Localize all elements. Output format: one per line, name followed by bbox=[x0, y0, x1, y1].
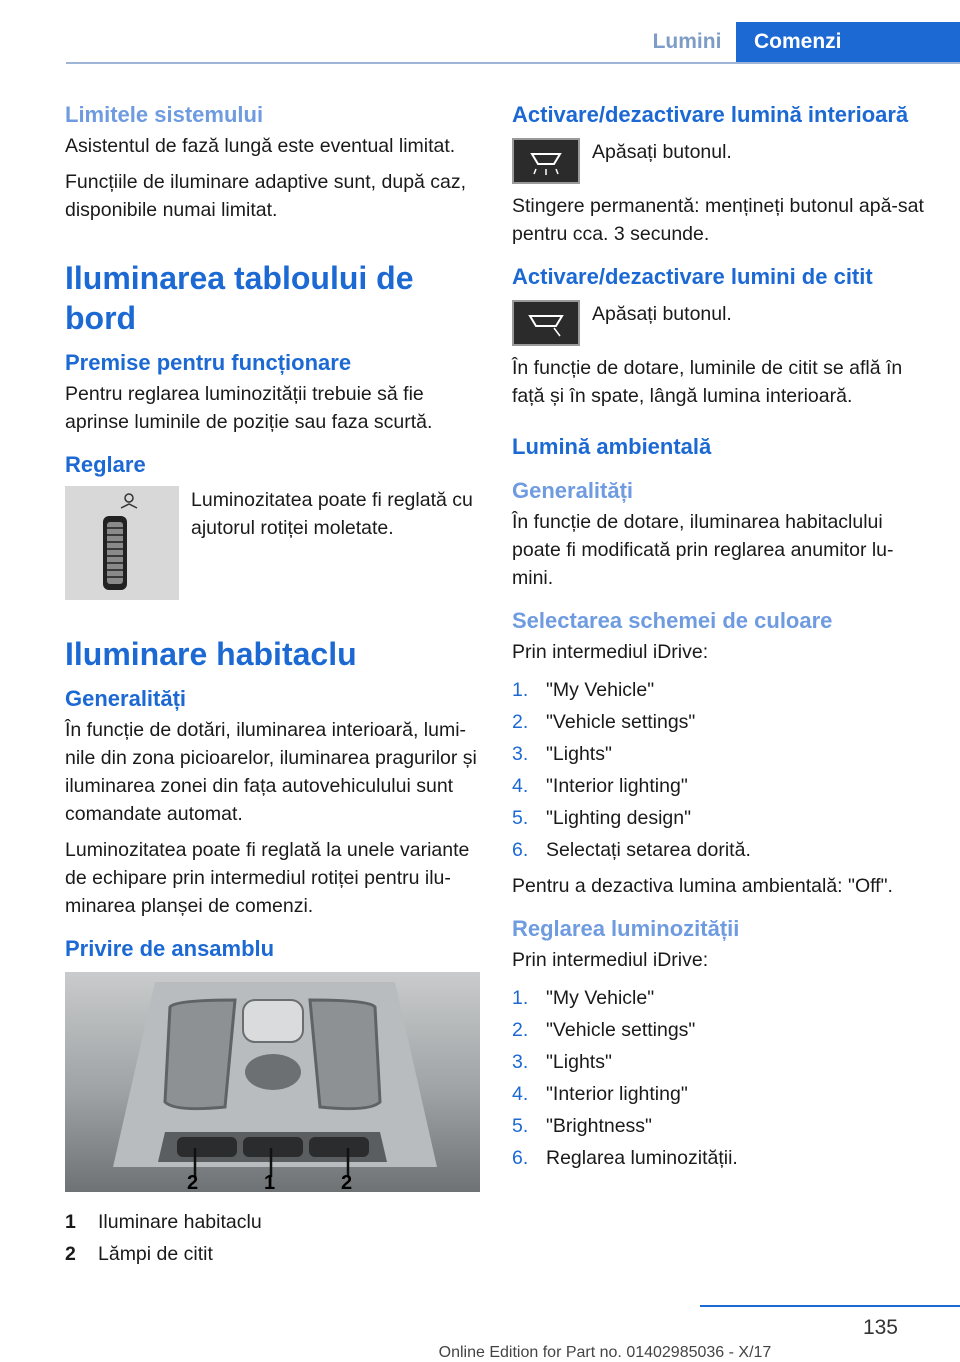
step-text: "Lights" bbox=[546, 1051, 612, 1073]
legend-text: Iluminare habitaclu bbox=[98, 1211, 262, 1233]
thumbwheel-image bbox=[65, 486, 179, 600]
step-text: "Interior lighting" bbox=[546, 775, 688, 797]
step-number: 6. bbox=[512, 1147, 529, 1169]
interior-light-button-icon bbox=[512, 138, 580, 184]
color-scheme-intro: Prin intermediul iDrive: bbox=[512, 641, 709, 663]
left-column bbox=[65, 100, 480, 1270]
limits-paragraph-2: Funcțiile de iluminare adaptive sunt, după caz, disponibile numai limitat. bbox=[65, 171, 467, 221]
step-text: "Interior lighting" bbox=[546, 1083, 688, 1105]
step-number: 6. bbox=[512, 839, 529, 861]
list-item bbox=[512, 674, 924, 706]
header-tabs bbox=[0, 22, 960, 62]
step-number: 4. bbox=[512, 1083, 529, 1105]
brightness-steps bbox=[512, 982, 924, 1174]
reglare-heading: Reglare bbox=[65, 452, 146, 477]
list-item bbox=[512, 1078, 924, 1110]
step-text: "Vehicle settings" bbox=[546, 1019, 696, 1041]
brightness-heading: Reglarea luminozității bbox=[512, 916, 740, 941]
edition-footer: Online Edition for Part no. 01402985036 - X/17 bbox=[438, 1344, 772, 1361]
photo-label-3: 2 bbox=[341, 1172, 353, 1192]
legend-item bbox=[65, 1238, 480, 1270]
dashboard-lighting-title: Iluminarea tabloului de bord bbox=[65, 260, 414, 336]
reading-light-icon bbox=[514, 302, 578, 344]
step-text: "Lights" bbox=[546, 743, 612, 765]
general-paragraph-1: În funcție de dotări, iluminarea interioară, lumi-nile din zona picioarelor, iluminarea pragurilor și iluminarea zonei din fața autovehiculului sunt comandate automat. bbox=[65, 719, 477, 825]
list-item bbox=[512, 1014, 924, 1046]
ambient-heading: Lumină ambientală bbox=[512, 434, 712, 459]
header-divider bbox=[66, 62, 960, 64]
step-text: Selectați setarea dorită. bbox=[546, 839, 751, 861]
photo-label-1: 2 bbox=[187, 1172, 199, 1192]
ambient-general-heading: Generalități bbox=[512, 478, 634, 503]
step-number: 3. bbox=[512, 743, 529, 765]
right-column bbox=[512, 100, 924, 1180]
thumbwheel-icon bbox=[65, 486, 179, 600]
overview-heading: Privire de ansamblu bbox=[65, 936, 275, 961]
ambient-off-text: Pentru a dezactiva lumina ambientală: "Off". bbox=[512, 875, 893, 897]
premise-heading: Premise pentru funcționare bbox=[65, 350, 352, 375]
step-number: 2. bbox=[512, 1019, 529, 1041]
interior-light-icon bbox=[514, 140, 578, 182]
step-number: 5. bbox=[512, 1115, 529, 1137]
reading-lights-heading: Activare/dezactivare lumini de citit bbox=[512, 264, 873, 289]
list-item bbox=[512, 1142, 924, 1174]
reading-lights-paragraph: În funcție de dotare, luminile de citit se află în față și în spate, lângă lumina interioară. bbox=[512, 357, 903, 407]
step-number: 1. bbox=[512, 987, 529, 1009]
step-text: "Vehicle settings" bbox=[546, 711, 696, 733]
reglare-paragraph: Luminozitatea poate fi reglată cu ajutorul rotiței moletate. bbox=[191, 489, 473, 539]
step-text: "My Vehicle" bbox=[546, 987, 655, 1009]
step-number: 5. bbox=[512, 807, 529, 829]
legend-number: 1 bbox=[65, 1211, 76, 1233]
list-item bbox=[512, 834, 924, 866]
interior-toggle-heading: Activare/dezactivare lumină interioară bbox=[512, 102, 909, 127]
step-number: 4. bbox=[512, 775, 529, 797]
legend-item bbox=[65, 1206, 480, 1238]
step-number: 2. bbox=[512, 711, 529, 733]
photo-label-2: 1 bbox=[264, 1172, 276, 1192]
overhead-console-illustration bbox=[65, 972, 480, 1192]
press-button-text-1: Apăsați butonul. bbox=[592, 141, 732, 163]
general-paragraph-2: Luminozitatea poate fi reglată la unele variante de echipare prin intermediul rotiței pentru ilu-minarea planșei de comenzi. bbox=[65, 839, 470, 917]
color-scheme-heading: Selectarea schemei de culoare bbox=[512, 608, 833, 633]
brightness-intro: Prin intermediul iDrive: bbox=[512, 949, 709, 971]
list-item bbox=[512, 1046, 924, 1078]
limits-heading: Limitele sistemului bbox=[65, 102, 264, 127]
ambient-general-paragraph: În funcție de dotare, iluminarea habitaclului poate fi modificată prin reglarea anumitor lu-mini. bbox=[512, 511, 894, 589]
press-button-text-2: Apăsați butonul. bbox=[592, 303, 732, 325]
step-text: Reglarea luminozității. bbox=[546, 1147, 738, 1169]
page-number: 135 bbox=[862, 1316, 898, 1339]
step-number: 1. bbox=[512, 679, 529, 701]
tab-lumini[interactable]: Lumini bbox=[638, 22, 736, 62]
general-heading: Generalități bbox=[65, 686, 187, 711]
step-text: "Lighting design" bbox=[546, 807, 692, 829]
overhead-console-photo bbox=[65, 972, 480, 1192]
step-text: "My Vehicle" bbox=[546, 679, 655, 701]
list-item bbox=[512, 1110, 924, 1142]
list-item bbox=[512, 706, 924, 738]
list-item bbox=[512, 802, 924, 834]
list-item bbox=[512, 738, 924, 770]
limits-paragraph-1: Asistentul de fază lungă este eventual limitat. bbox=[65, 135, 456, 157]
color-scheme-steps bbox=[512, 674, 924, 866]
reading-button-row bbox=[512, 298, 924, 346]
tab-comenzi[interactable]: Comenzi bbox=[736, 22, 960, 62]
legend-text: Lămpi de citit bbox=[98, 1243, 213, 1265]
reading-light-button-icon bbox=[512, 300, 580, 346]
reglare-row bbox=[65, 486, 480, 600]
step-text: "Brightness" bbox=[546, 1115, 652, 1137]
step-number: 3. bbox=[512, 1051, 529, 1073]
footer-divider bbox=[700, 1305, 960, 1307]
interior-lighting-title: Iluminare habitaclu bbox=[65, 636, 357, 672]
permanent-off-text: Stingere permanentă: mențineți butonul apă-sat pentru cca. 3 secunde. bbox=[512, 195, 924, 245]
legend-number: 2 bbox=[65, 1243, 76, 1265]
list-item bbox=[512, 770, 924, 802]
list-item bbox=[512, 982, 924, 1014]
interior-button-row bbox=[512, 136, 924, 184]
premise-paragraph: Pentru reglarea luminozității trebuie să fie aprinse luminile de poziție sau faza scurtă. bbox=[65, 383, 433, 433]
